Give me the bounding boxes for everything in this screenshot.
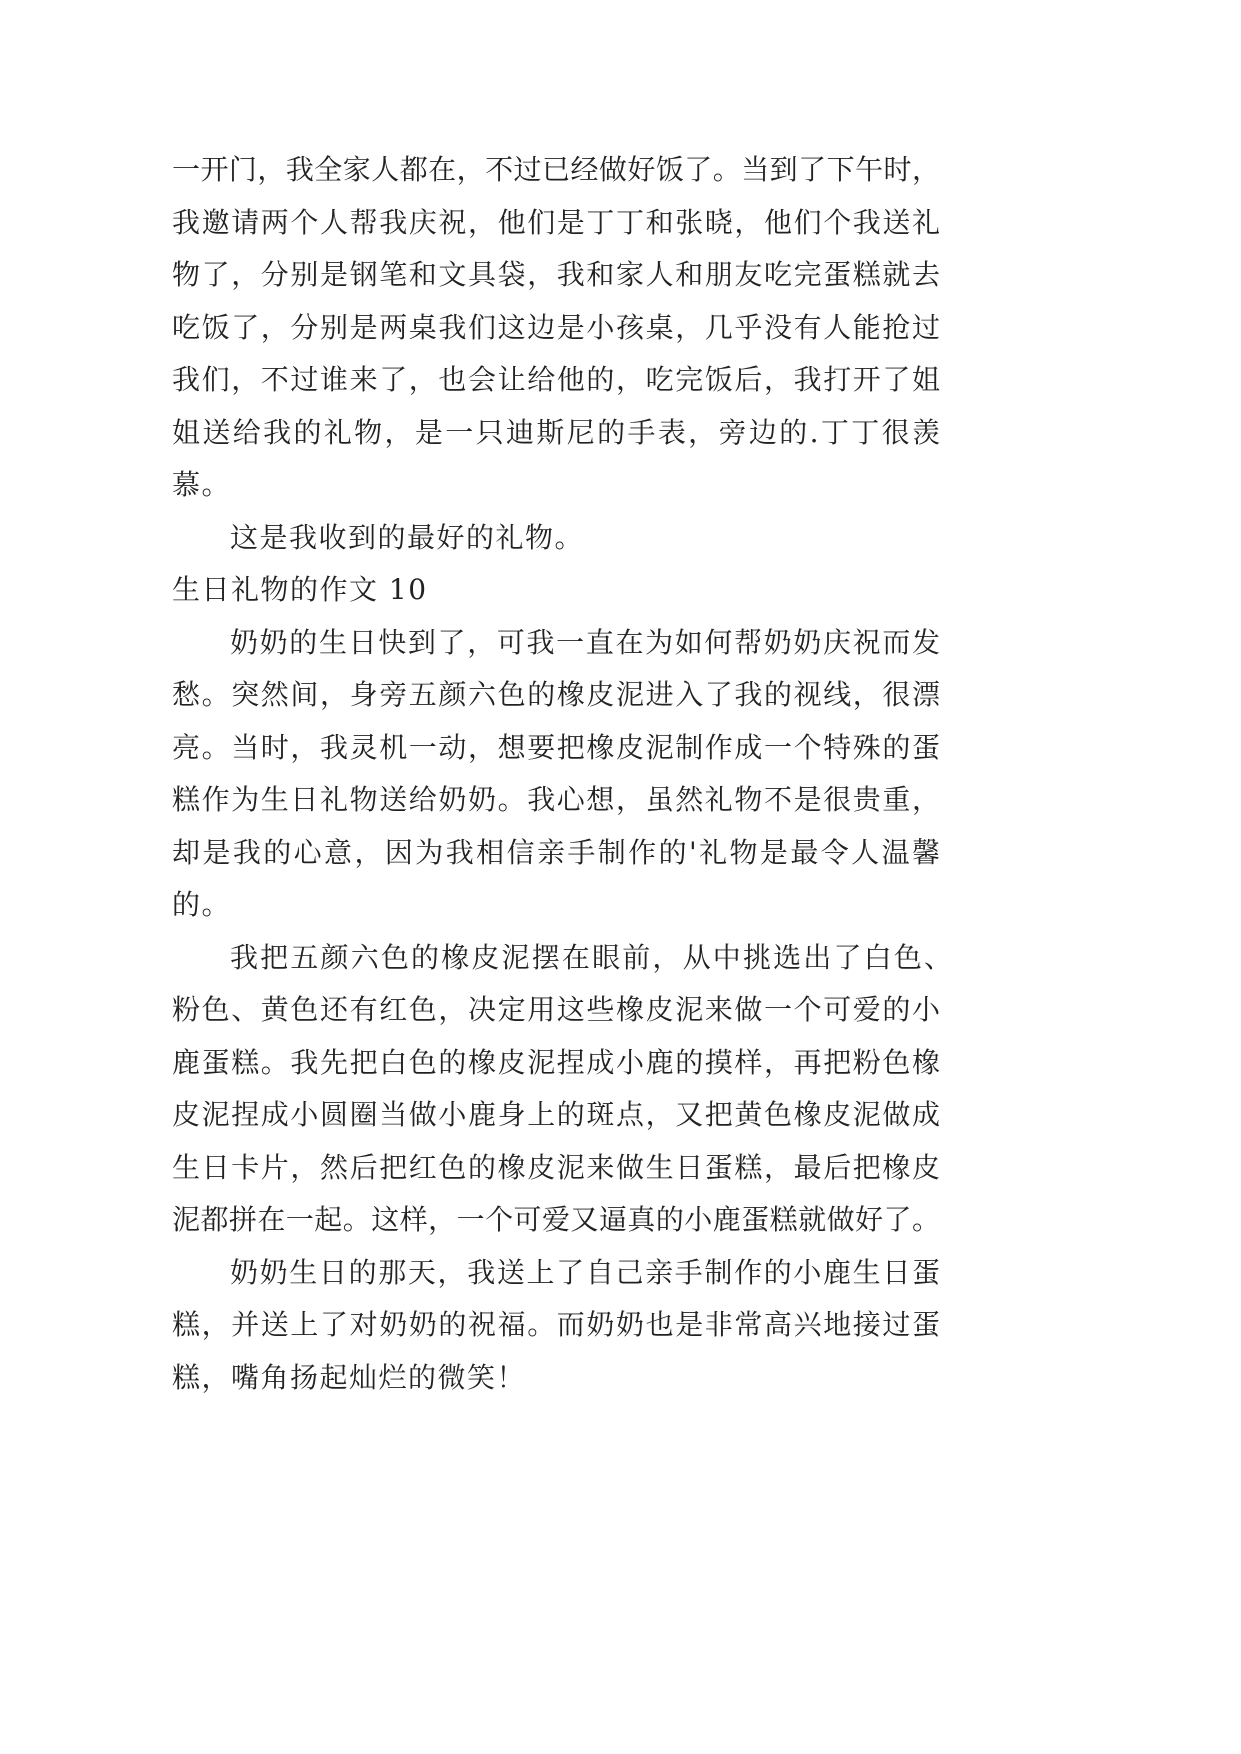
section-heading: 生日礼物的作文 10: [172, 573, 428, 606]
text-line: 物了，分别是钢笔和文具袋，我和家人和朋友吃完蛋糕就去: [172, 258, 940, 291]
paragraph: [172, 617, 940, 932]
text-line: 糕，并送上了对奶奶的祝福。而奶奶也是非常高兴地接过蛋: [172, 1308, 940, 1341]
text-line: 吃饭了，分别是两桌我们这边是小孩桌，几乎没有人能抢过: [172, 310, 940, 344]
text-line: 却是我的心意，因为我相信亲手制作的'礼物是最令人温馨: [172, 835, 940, 869]
text-line: 奶奶的生日快到了，可我一直在为如何帮奶奶庆祝而发: [230, 625, 940, 659]
document-body: [172, 144, 952, 1404]
text-line: 这是我收到的最好的礼物。: [230, 520, 585, 554]
paragraph: [172, 1247, 940, 1405]
text-line: 亮。当时，我灵机一动，想要把橡皮泥制作成一个特殊的蛋: [172, 730, 940, 764]
text-line: 糕作为生日礼物送给奶奶。我心想，虽然礼物不是很贵重，: [172, 783, 940, 816]
text-line: 我把五颜六色的橡皮泥摆在眼前，从中挑选出了白色、: [230, 940, 952, 974]
text-line: 姐送给我的礼物，是一只迪斯尼的手表，旁边的.丁丁很羡: [172, 415, 940, 449]
text-line: 奶奶生日的那天，我送上了自己亲手制作的小鹿生日蛋: [230, 1255, 940, 1289]
text-line: 皮泥捏成小圆圈当做小鹿身上的斑点，又把黄色橡皮泥做成: [172, 1098, 940, 1131]
text-line: 慕。: [172, 468, 232, 501]
paragraph: [172, 144, 940, 512]
paragraph: [172, 932, 952, 1247]
text-line: 愁。突然间，身旁五颜六色的橡皮泥进入了我的视线，很漂: [172, 678, 940, 711]
text-line: 一开门，我全家人都在，不过已经做好饭了。当到了下午时，: [172, 153, 940, 186]
text-line: 泥都拼在一起。这样，一个可爱又逼真的小鹿蛋糕就做好了。: [172, 1203, 940, 1236]
text-line: 鹿蛋糕。我先把白色的橡皮泥捏成小鹿的摸样，再把粉色橡: [172, 1045, 940, 1079]
text-line: 的。: [172, 888, 232, 921]
text-line: 生日卡片，然后把红色的橡皮泥来做生日蛋糕，最后把橡皮: [172, 1150, 940, 1184]
paragraph: [172, 512, 940, 565]
text-line: 粉色、黄色还有红色，决定用这些橡皮泥来做一个可爱的小: [172, 993, 940, 1026]
text-line: 我邀请两个人帮我庆祝，他们是丁丁和张晓，他们个我送礼: [172, 205, 940, 239]
text-line: 糕，嘴角扬起灿烂的微笑！: [172, 1360, 527, 1394]
text-line: 我们，不过谁来了，也会让给他的，吃完饭后，我打开了姐: [172, 363, 940, 396]
